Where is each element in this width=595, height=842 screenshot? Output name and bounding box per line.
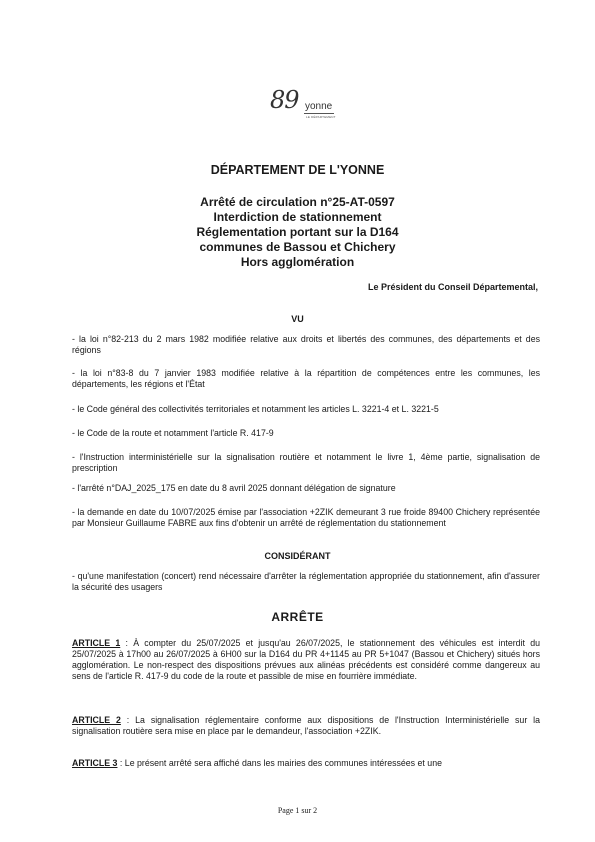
decree-title bbox=[0, 195, 595, 270]
vu-item: - l'arrêté n°DAJ_2025_175 en date du 8 avril 2025 donnant délégation de signature bbox=[72, 483, 396, 493]
considerant-text: - qu'une manifestation (concert) rend nécessaire d'arrêter la réglementation appropriée du stationnement, afin d'assurer la sécurité des usagers bbox=[72, 571, 540, 592]
title-line: Arrêté de circulation n°25-AT-0597 bbox=[200, 195, 395, 209]
yonne-logo bbox=[270, 86, 350, 130]
article-label: ARTICLE 3 bbox=[72, 758, 118, 768]
logo-name: yonne bbox=[305, 101, 333, 112]
department-heading: DÉPARTEMENT DE L'YONNE bbox=[210, 163, 385, 177]
president-line: Le Président du Conseil Départemental, bbox=[367, 282, 538, 292]
vu-heading: VU bbox=[291, 314, 304, 324]
article-1 bbox=[72, 638, 540, 682]
article-text: : Le présent arrêté sera affiché dans les mairies des communes intéressées et une bbox=[117, 758, 442, 768]
title-line: Hors agglomération bbox=[240, 255, 355, 269]
article-3 bbox=[72, 758, 540, 769]
article-label: ARTICLE 2 bbox=[72, 715, 121, 725]
logo-number: 89 bbox=[270, 86, 299, 114]
vu-item: - la loi n°83-8 du 7 janvier 1983 modifiée relative à la répartition de compétences entre les communes, les départements, les régions et l'État bbox=[72, 368, 540, 389]
vu-item: - le Code de la route et notamment l'article R. 417-9 bbox=[72, 428, 274, 438]
article-2 bbox=[72, 715, 540, 737]
article-text: : À compter du 25/07/2025 et jusqu'au 26/07/2025, le stationnement des véhicules est interdit du 25/07/2025 à 17h00 au 26/07/2025 à 6H00 sur la D164 du PR 4+1145 au PR 5+1047 (Bassou et Chichery) situés hors agglomération. Le non-respect des dispositions prévues aux alinéas précédents est considéré comme dangereux au sens de l'article R. 417-9 du code de la route et passible de mise en fourrière immédiate. bbox=[72, 638, 540, 681]
page-number: Page 1 sur 2 bbox=[277, 806, 318, 815]
title-line: Interdiction de stationnement bbox=[213, 210, 382, 224]
article-label: ARTICLE 1 bbox=[72, 638, 121, 648]
logo-divider bbox=[304, 113, 334, 114]
vu-item: - l'Instruction interministérielle sur la signalisation routière et notamment le livre 1, 4ème partie, signalisation de prescription bbox=[72, 452, 540, 473]
arrete-heading: ARRÊTE bbox=[271, 610, 324, 624]
article-text: : La signalisation réglementaire conforme aux dispositions de l'Instruction Interministérielle sur la signalisation routière sera mise en place par le demandeur, l'association +2ZIK. bbox=[72, 715, 540, 736]
vu-item: - la loi n°82-213 du 2 mars 1982 modifiée relative aux droits et libertés des communes, des départements et des régions bbox=[72, 334, 540, 355]
title-line: Réglementation portant sur la D164 bbox=[196, 225, 399, 239]
logo-subtitle: LE DÉPARTEMENT bbox=[306, 115, 336, 119]
vu-item: - le Code général des collectivités territoriales et notamment les articles L. 3221-4 et L. 3221-5 bbox=[72, 404, 439, 414]
considerant-heading: CONSIDÉRANT bbox=[264, 551, 331, 561]
vu-item: - la demande en date du 10/07/2025 émise par l'association +2ZIK demeurant 3 rue froide 89400 Chichery représentée par Monsieur Guillaume FABRE aux fins d'obtenir un arrêté de réglementation du stationnement bbox=[72, 507, 540, 528]
title-line: communes de Bassou et Chichery bbox=[199, 240, 396, 254]
